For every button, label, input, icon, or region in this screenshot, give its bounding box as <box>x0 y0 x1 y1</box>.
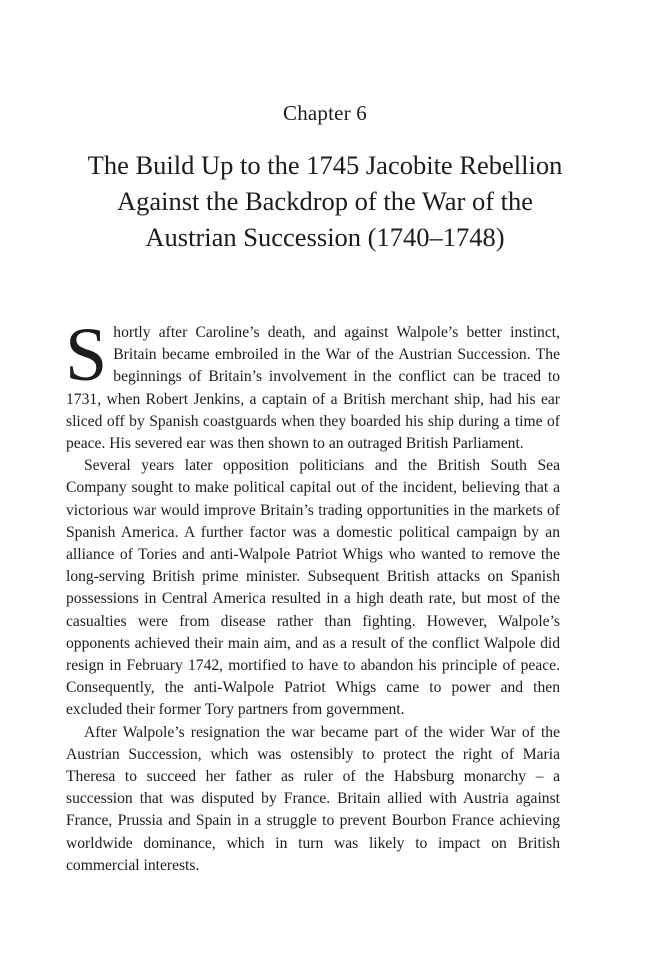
chapter-title <box>60 147 590 255</box>
chapter-title-line-2: Against the Backdrop of the War of the <box>116 186 534 216</box>
chapter-number: Chapter 6 <box>282 101 368 125</box>
drop-cap: S <box>65 313 108 397</box>
paragraph-2: Several years later opposition politicians and the British South Sea Company sought to make political capital out of the incident, believing that a victorious war would improve Britain’s trading opportunities in the markets of Spanish America. A further factor was a domestic political campaign by an alliance of Tories and anti-Walpole Patriot Whigs who wanted to remove the long-serving British prime minister. Subsequent British attacks on Spanish possessions in Central America resulted in a high death rate, but most of the casualties were from disease rather than fighting. However, Walpole’s opponents achieved their main aim, and as a result of the conflict Walpole did resign in February 1742, mortified to have to abandon his principle of peace. Consequently, the anti-Walpole Patriot Whigs came to power and then excluded their former Tory partners from government. <box>66 457 560 719</box>
chapter-title-line-3: Austrian Succession (1740–1748) <box>145 222 505 252</box>
chapter-body <box>65 313 560 877</box>
paragraph-3: After Walpole’s resignation the war became part of the wider War of the Austrian Succession, which was ostensibly to protect the right of Maria Theresa to succeed her father as ruler of the Habsburg monarchy – a succession that was disputed by France. Britain allied with Austria against France, Prussia and Spain in a struggle to prevent Bourbon France achieving worldwide dominance, which in turn was likely to impact on British commercial interests. <box>66 723 560 874</box>
chapter-title-line-1: The Build Up to the 1745 Jacobite Rebellion <box>87 150 563 180</box>
paragraph-1 <box>65 313 560 455</box>
paragraph-1-text: hortly after Caroline’s death, and against Walpole’s better instinct, Britain became embroiled in the War of the Austrian Succession. The beginnings of Britain’s involvement in the conflict can be traced to 1731, when Robert Jenkins, a captain of a British merchant ship, had his ear sliced off by Spanish coastguards when they boarded his ship during a time of peace. His severed ear was then shown to an outraged British Parliament. <box>66 324 560 453</box>
